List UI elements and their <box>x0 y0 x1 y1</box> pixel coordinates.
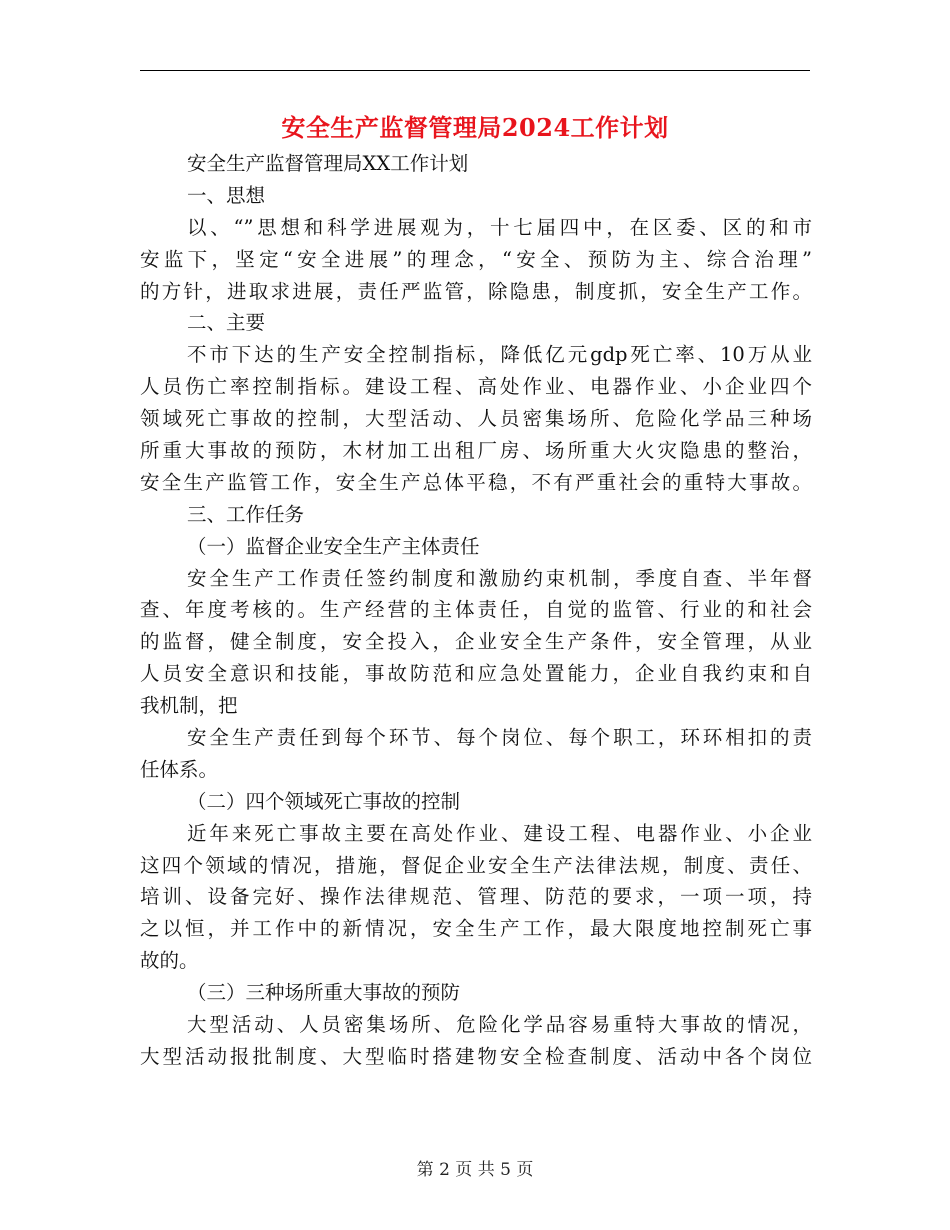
text-line: 安全生产监管工作，安全生产总体平稳，不有严重社会的重特大事故。 <box>140 470 812 494</box>
header-rule <box>140 70 810 71</box>
text-line: 所重大事故的预防，木材加工出租厂房、场所重大火灾隐患的整治， <box>140 439 812 463</box>
text-line: 安全生产监督管理局XX工作计划 <box>187 152 469 175</box>
text-line: 大型活动报批制度、大型临时搭建物安全检查制度、活动中各个岗位 <box>140 1044 812 1068</box>
text-line: 人员伤亡率控制指标。建设工程、高处作业、电器作业、小企业四个 <box>140 375 812 399</box>
text-line: 一、思想 <box>187 183 266 207</box>
text-line: （二）四个领域死亡事故的控制 <box>187 789 461 813</box>
text-line: 安全生产工作责任签约制度和激励约束机制，季度自查、半年督 <box>187 566 812 590</box>
text-line: 的方针，进取求进展，责任严监管，除隐患，制度抓，安全生产工作。 <box>140 279 812 303</box>
text-line: （一）监督企业安全生产主体责任 <box>187 534 480 558</box>
text-line: 的监督，健全制度，安全投入，企业安全生产条件，安全管理，从业 <box>140 630 812 654</box>
document-title: 安全生产监督管理局2024工作计划 <box>281 113 669 142</box>
text-line: 不市下达的生产安全控制指标，降低亿元gdp死亡率、10万从业 <box>187 343 812 367</box>
text-line: 二、主要 <box>187 311 266 335</box>
text-line: 安监下，坚定“安全进展”的理念，“安全、预防为主、综合治理” <box>140 247 812 271</box>
document-body <box>140 148 812 1073</box>
text-line: 我机制，把 <box>140 694 238 718</box>
text-line: 以、“”思想和科学进展观为，十七届四中，在区委、区的和市 <box>187 215 812 239</box>
page-footer: 第 2 页 共 5 页 <box>416 1160 534 1180</box>
text-line: 任体系。 <box>140 757 219 781</box>
text-line: 查、年度考核的。生产经营的主体责任，自觉的监管、行业的和社会 <box>140 598 812 622</box>
text-line: 大型活动、人员密集场所、危险化学品容易重特大事故的情况， <box>187 1013 812 1037</box>
text-line: 故的。 <box>140 949 199 973</box>
text-line: 人员安全意识和技能，事故防范和应急处置能力，企业自我约束和自 <box>140 662 812 686</box>
text-line: （三）三种场所重大事故的预防 <box>187 981 461 1005</box>
text-line: 这四个领域的情况，措施，督促企业安全生产法律法规，制度、责任、 <box>140 853 812 877</box>
text-line: 安全生产责任到每个环节、每个岗位、每个职工，环环相扣的责 <box>187 726 812 750</box>
text-line: 培训、设备完好、操作法律规范、管理、防范的要求，一项一项，持 <box>140 885 812 909</box>
text-line: 领域死亡事故的控制，大型活动、人员密集场所、危险化学品三种场 <box>140 407 812 431</box>
text-line: 之以恒，并工作中的新情况，安全生产工作，最大限度地控制死亡事 <box>140 917 812 941</box>
text-line: 三、工作任务 <box>187 502 305 526</box>
text-line: 近年来死亡事故主要在高处作业、建设工程、电器作业、小企业 <box>187 821 812 845</box>
